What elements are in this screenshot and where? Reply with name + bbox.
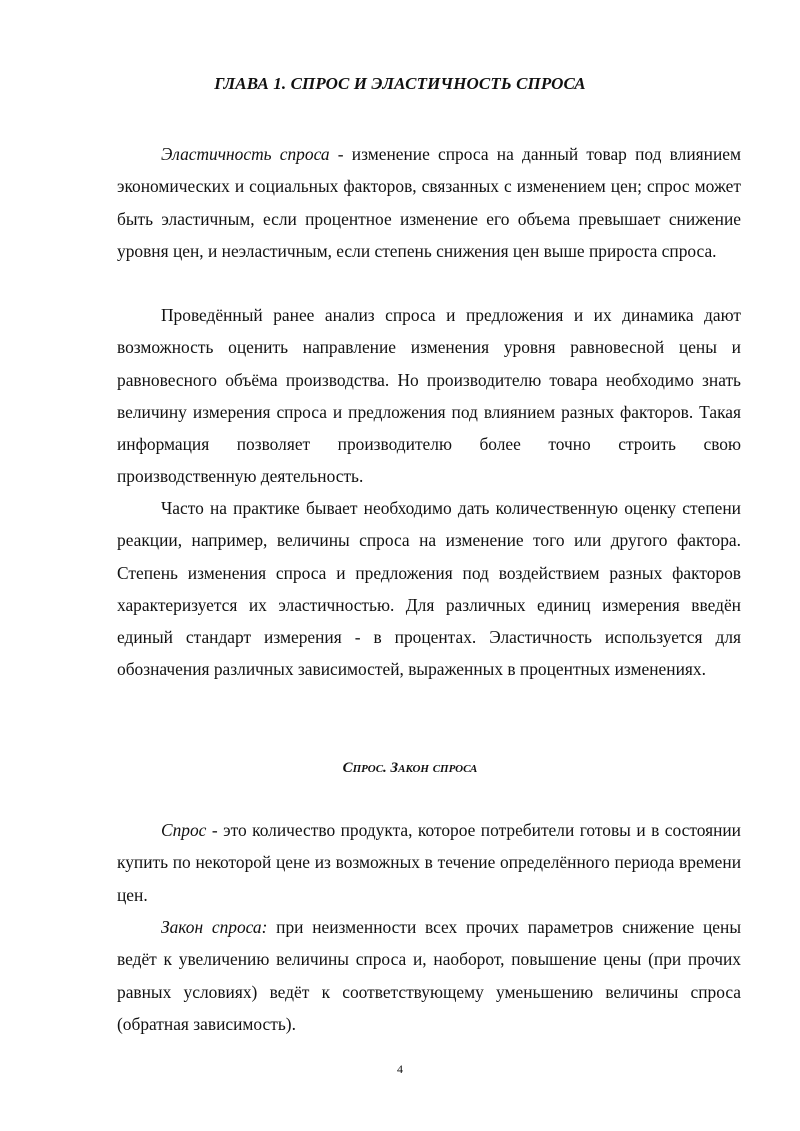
paragraph-demand-definition	[117, 814, 741, 911]
section-title: Спрос. Закон спроса	[342, 760, 478, 776]
page-number: 4	[397, 1062, 403, 1076]
term-elasticity: Эластичность спроса	[161, 144, 330, 164]
term-demand: Спрос	[161, 820, 207, 840]
paragraph-text: - это количество продукта, которое потребители готовы и в состоянии купить по некоторой цене из возможных в течение определённого периода времени цен.	[117, 820, 741, 905]
paragraph-law-of-demand	[117, 911, 741, 1040]
chapter-title: ГЛАВА 1. СПРОС И ЭЛАСТИЧНОСТЬ СПРОСА	[214, 74, 586, 93]
paragraph-elasticity-definition	[117, 138, 741, 267]
paragraph-analysis: Проведённый ранее анализ спроса и предложения и их динамика дают возможность оценить направление изменения уровня равновесной цены и равновесного объёма производства. Но производителю товара необходимо знать величину измерения спроса и предложения под влиянием разных факторов. Такая информация позволяет производителю более точно строить свою производственную деятельность.	[117, 305, 741, 487]
paragraph-practice: Часто на практике бывает необходимо дать количественную оценку степени реакции, например, величины спроса на изменение того или другого фактора. Степень изменения спроса и предложения под воздействием разных факторов характеризуется их эластичностью. Для различных единиц измерения введён единый стандарт измерения - в процентах. Эластичность используется для обозначения различных зависимостей, выраженных в процентных изменениях.	[117, 498, 741, 680]
paragraph-text: при неизменности всех прочих параметров снижение цены ведёт к увеличению величины спроса и, наоборот, повышение цены (при прочих равных условиях) ведёт к соответствующему уменьшению величины спроса (обратная зависимость).	[117, 917, 741, 1034]
paragraph-text: - изменение спроса на данный товар под влиянием экономических и социальных факторов, связанных с изменением цен; спрос может быть эластичным, если процентное изменение его объема превышает снижение уровня цен, и неэластичным, если степень снижения цен выше прироста спроса.	[117, 144, 741, 261]
term-law-of-demand: Закон спроса:	[161, 917, 268, 937]
